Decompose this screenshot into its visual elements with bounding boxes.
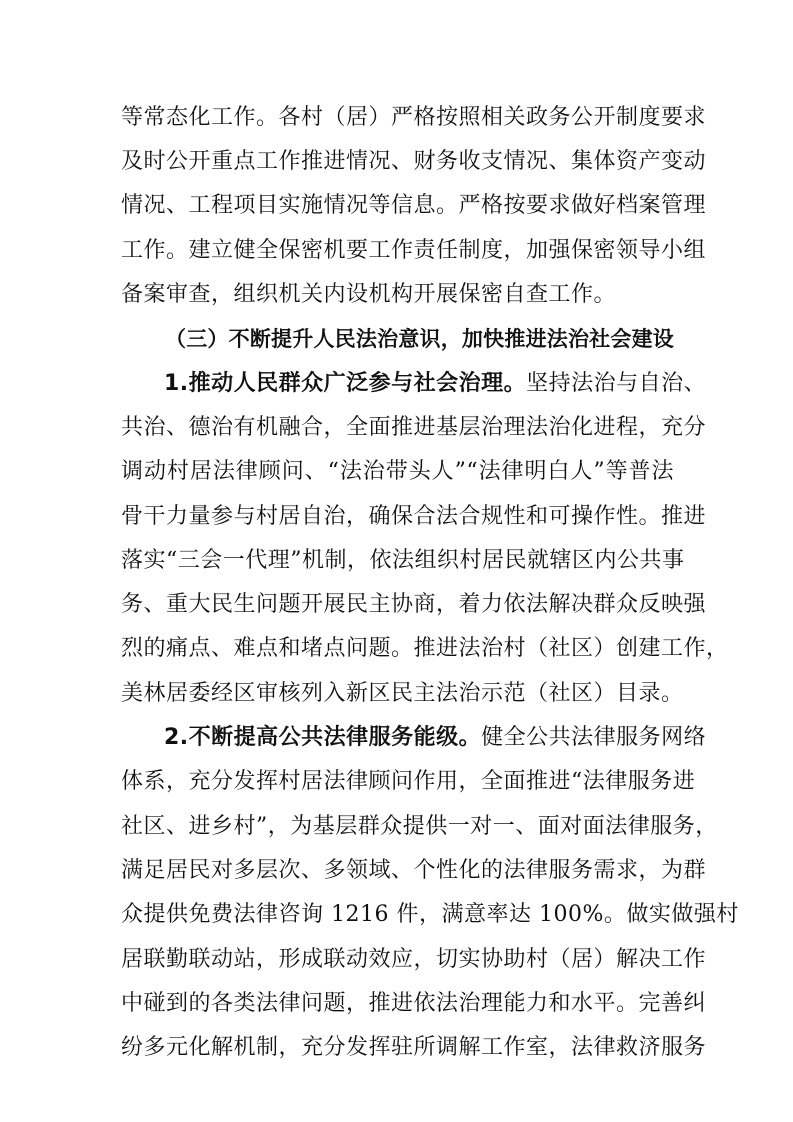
paragraph-line: 调动村居法律顾问、“法治带头人”“法律明白人”等普法 [121,459,674,484]
item1-first-line [164,369,707,399]
paragraph-line: 骨干力量参与村居自治，确保合法合规性和可操作性。推进 [121,504,707,529]
paragraph-line: 务、重大民生问题开展民主协商，着力依法解决群众反映强 [121,592,707,617]
section-heading: （三）不断提升人民法治意识，加快推进法治社会建设 [165,327,674,351]
paragraph-line: 居联勤联动站，形成联动效应，切实协助村（居）解决工作 [121,947,707,972]
item1-title: 1.推动人民群众广泛参与社会治理。 [164,371,527,396]
paragraph-line: 社区、进乡村”，为基层群众提供一对一、面对面法律服务， [121,814,718,839]
item2-first-line [164,723,707,753]
paragraph-line: 众提供免费法律咨询 1216 件，满意率达 100%。做实做强村 [121,902,739,927]
paragraph-line: 美林居委经区审核列入新区民主法治示范（社区）目录。 [121,681,684,706]
paragraph-line: 体系，充分发挥村居法律顾问作用，全面推进“法律服务进 [121,769,696,794]
paragraph-line: 情况、工程项目实施情况等信息。严格按要求做好档案管理 [121,193,707,218]
paragraph-line: 及时公开重点工作推进情况、财务收支情况、集体资产变动 [121,149,707,174]
item2-title: 2.不断提高公共法律服务能级。 [164,725,482,750]
item2-first-line-text: 健全公共法律服务网络 [481,725,707,750]
paragraph-line: 等常态化工作。各村（居）严格按照相关政务公开制度要求 [121,105,707,130]
paragraph-line: 共治、德治有机融合，全面推进基层治理法治化进程，充分 [121,415,707,440]
paragraph-line: 落实“三会一代理”机制，依法组织村居民就辖区内公共事 [121,548,685,573]
paragraph-line: 中碰到的各类法律问题，推进依法治理能力和水平。完善纠 [121,991,707,1016]
paragraph-line: 满足居民对多层次、多领域、个性化的法律服务需求，为群 [121,858,707,883]
paragraph-line: 备案审查，组织机关内设机构开展保密自查工作。 [121,282,617,307]
paragraph-line: 工作。建立健全保密机要工作责任制度，加强保密领导小组 [121,238,707,263]
paragraph-line: 烈的痛点、难点和堵点问题。推进法治村（社区）创建工作， [121,636,729,661]
paragraph-line: 纷多元化解机制，充分发挥驻所调解工作室，法律救济服务 [121,1035,707,1060]
item1-first-line-text: 坚持法治与自治、 [526,371,707,396]
